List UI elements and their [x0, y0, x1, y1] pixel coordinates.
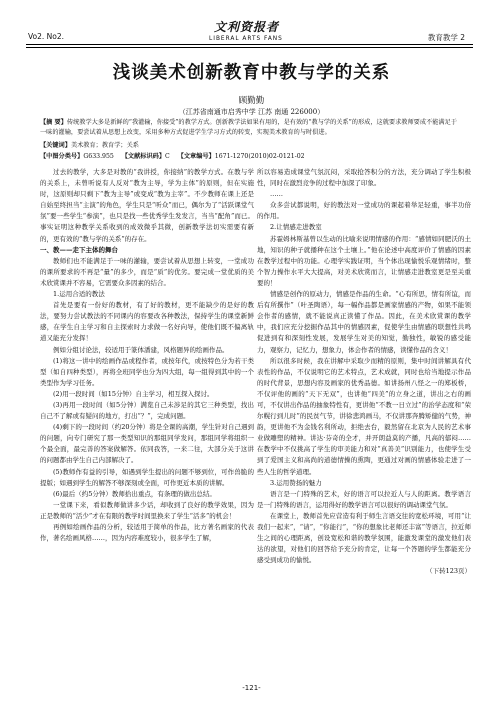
subsection-heading: 1.运用合适的教法	[53, 290, 105, 299]
body-paragraph: 例如分组讨论法，较适用于篆体潘建，风格题异的绘画作品。	[53, 345, 229, 354]
volume-number: Vo2. No2.	[28, 32, 65, 41]
body-paragraph: 在课堂上，教师首先应营造有利于师生言语交往的宽松环境，可用“让我们一起来”，“请”，“你能行”，“你的想象比老师还丰富”等语言，拉近师生之间的心理距离，创设宽松和谐的教学氛围，能激发课堂的激发他们表达的欲望，对他们的回答给予充分的肯定，让每一个答题的学生都能充分感受到成功的愉悦。	[257, 511, 471, 565]
right-column	[257, 167, 471, 577]
list-item: (6)最后（约5分钟）教师拾出重点，有条理的做出总结。	[53, 489, 216, 498]
left-column	[40, 167, 254, 544]
continued-note: （下转123页）	[426, 567, 471, 576]
keywords-text: 美术教育；教育学；关系	[70, 142, 139, 149]
body-paragraph: 苏霍姆林斯基曾以生动的比喻来说明情感的作用：“感情如同肥沃的土地，知识的种子就播种在这个土壤上。”他在论述中高度评价了情感的因素在教学过程中的功能。心理学实践证明，当个体出现愉悦乐观情绪时，整个智力操作水平大大提高，对美术欣赏而言，让情感走进教室更是至关重要的！	[257, 234, 471, 287]
ellipsis: ……	[270, 190, 283, 199]
abstract-text: 传统教学大多是新鲜的“我灌输，你接受”的教学方式。创新教学法如果有用的，是有效的“教与学的关系”的形成，这就要求教师要成不能满足于一味的灌输，要尝试着从思想上改变，采用多种方式促进学生学习方式的转变，实现美术教育的与时俱进。	[40, 119, 457, 136]
journal-title: 文利资报者	[214, 20, 280, 34]
class-number: G633.955	[83, 153, 114, 160]
article-title: 浅谈美术创新教育中教与学的关系	[112, 63, 391, 83]
body-paragraph: 情感是创作的原动力，情感是作品的生命。“心有所思，情有所谊，而后有所撰作”（叶圣陶语），每一幅作品都是画家情感的产物，如果不能领会作者的感情，就不能说真正读懂了作品。因此，在美术欣赏课的教学中，我们应充分挖掘作品其中的情感因素，促使学生由情感的联想性共鸣促进到有和深刻性发展，发展学生对美的知觉，勤独性，敏锐的感受能力，观察力，记忆力，想象力，体会作者的情感，读懂作品的含义！	[257, 290, 471, 354]
list-item: (1)将这一讲中的绘画作品或程作者，或按年代，或按特色分为若干类型（如自四种类型），再将全班同学也分为四大组，每一组得到其中的一个类型作为学习任务。	[40, 356, 254, 387]
body-paragraph: 再例如绘画作品的分析，较适用于简单的作品，比方著名画家的代表作，著名绘画风格……，因为内容难度较小，很多学生了解，	[40, 523, 254, 543]
body-paragraph: 一堂课下来，看似教师做讲多少话，却收到了良好的教学效果，因为正是教师的“活少”才在有限的教学时间里换来了学生“活多”的机会！	[40, 500, 254, 520]
list-item: (2)用一段时间（如15分钟）自主学习，相互探入探讨。	[53, 389, 214, 398]
body-paragraph: 语言是一门特殊的艺术，好的语言可以拉近人与人的距离。教学语言是一门特殊的语言，运用得好的教学语言可以很好的调动课堂气氛。	[257, 489, 471, 509]
header-rule-thin	[26, 47, 473, 48]
list-item: (4)剩下的一段时间（约20分钟）将是全课的高潮，学生针对自己遇到的问题，向专门研究了那一类型知识的那组同学发问，那组同学将组织一个最全面，最完善的答案做解答。依同我答，一来二往，大部分关于这讲的问题都由学生自己内部解决了。	[40, 423, 254, 465]
class-label: 【中图分类号】	[40, 153, 84, 160]
section-label: 教育教学 2	[427, 33, 465, 42]
body-paragraph: 所以容易造成课堂气氛沉闷，采取抢答积分的方法，充分调动了学生积极性，同时在激烈竞争的过程中加深了印象。	[257, 168, 471, 188]
list-item: (3)再用一段时间（如5分钟）满览自己未涉足的其它三种类型，找出自己不了解或有疑问的地方，打出“？”，完成问题。	[40, 400, 254, 421]
classification-line	[40, 152, 458, 162]
page-number: -121-	[242, 684, 261, 692]
keywords-label: 【关键词】	[40, 142, 71, 149]
author-name: 顾勤勤	[238, 96, 265, 106]
body-paragraph: 众多尝试都说明，好的教法对一堂成功的课起着举足轻重，事半功倍的作用。	[257, 201, 471, 221]
subsection-heading: 3.运用赞扬的魅力	[270, 478, 322, 487]
keywords	[40, 141, 458, 151]
doc-code-label: 【文献标识码】	[121, 153, 166, 160]
subsection-heading: 2.让情感走进教室	[270, 223, 322, 232]
page-header	[0, 0, 503, 50]
journal-english-title: LIBERAL ARTS FANS	[209, 36, 283, 42]
abstract-label: 【摘 要】	[40, 119, 67, 126]
article-number: 1671-1270(2010)02-0121-02	[214, 153, 305, 160]
body-paragraph: 首先是要有一份好的教材，有了好的教材，更不能缺少的是好的教法，要努力尝试教法的不同课内的容要改各种教法，保持学生的课堂新鲜感，在学生自主学习和自主探索时力求做一名好向导，使他们既不偏离轨道又能充分发挥！	[40, 301, 254, 343]
body-paragraph: 过去的教学，大多是对教的“我讲授，你接纳”的教学方式。在教与学的关系上，未曾听说有人反对“教为主导，学为主体”的原则，但在实施时，这原则却只剩下“教为主导”或变成“教为主宰”。不少教师在课上还是自始至终担当“主演”的角色，学生只是“听众”而已，偶尔为了“活跃课堂气氛”要一些学生“参演”，也只是找一些优秀学生发发言，当当“配角”而已。事实证明这种教学关系收到的成效微乎其微，创新教学法切实需要有新的，更有效的“教与学的关系”的存在。	[40, 168, 254, 243]
abstract	[40, 118, 458, 137]
author-affiliation: （江苏省南通市启秀中学 江苏 南通 226000）	[178, 108, 325, 116]
doc-code: C	[165, 153, 170, 160]
list-item: (5)教师作有益的引导，如遇到学生提出的问题不够到位，可作兽脆的提版；如遇到学生的解答不够深刻或全面，可作更近本质的讲解。	[40, 467, 254, 487]
header-rule	[26, 44, 473, 45]
section-heading: 一、教——走下主体的舞台	[40, 245, 118, 254]
body-paragraph: 教师们也不能满足于一味的灌输，要尝试着从思想上转变，一堂成功的课所要求的不再是“量”的多少，而是“质”的优劣。要完成一堂优质的美术欣赏课并不容易，它需要众多因素的结合。	[40, 256, 254, 287]
article-number-label: 【文章编号】	[177, 153, 215, 160]
body-paragraph: 所以很多时候，我在讲解中采取少而精的原则，集中时间讲解具有代表性的作品，不仅说明它的艺术特点，艺术成就，同时也给当地提示作品的时代背景，思想内容及画家的优秀品德。如讲扬州八怪之一的郑板桥，不仅评他的画的“天下无双”，也讲他“四美”的立身之道，讲出之右的画可，不仅讲出作品的抽象特性有，更讲他“不教一日立过”的治学态度和“荣尔幌行到儿时”的民贫气节，讲徐悲鸿画马，不仅讲那奔腾矫健的气势，神韵，更讲他不为金钱名利所动，拒绝去台，毅然留在北京为人民的艺术事业做雕塑的精神。讲达·芬奇的全才，并开朗益莫的产播，凡高的郁闷……在教学中不仅挑高了学生的审美能力和对“真善美”识别能力，也使学生受到了爱国主义和高尚的道德情操的熏陶，更通过对画的情感体验走进了一些人生的哲学道理。	[257, 356, 471, 476]
